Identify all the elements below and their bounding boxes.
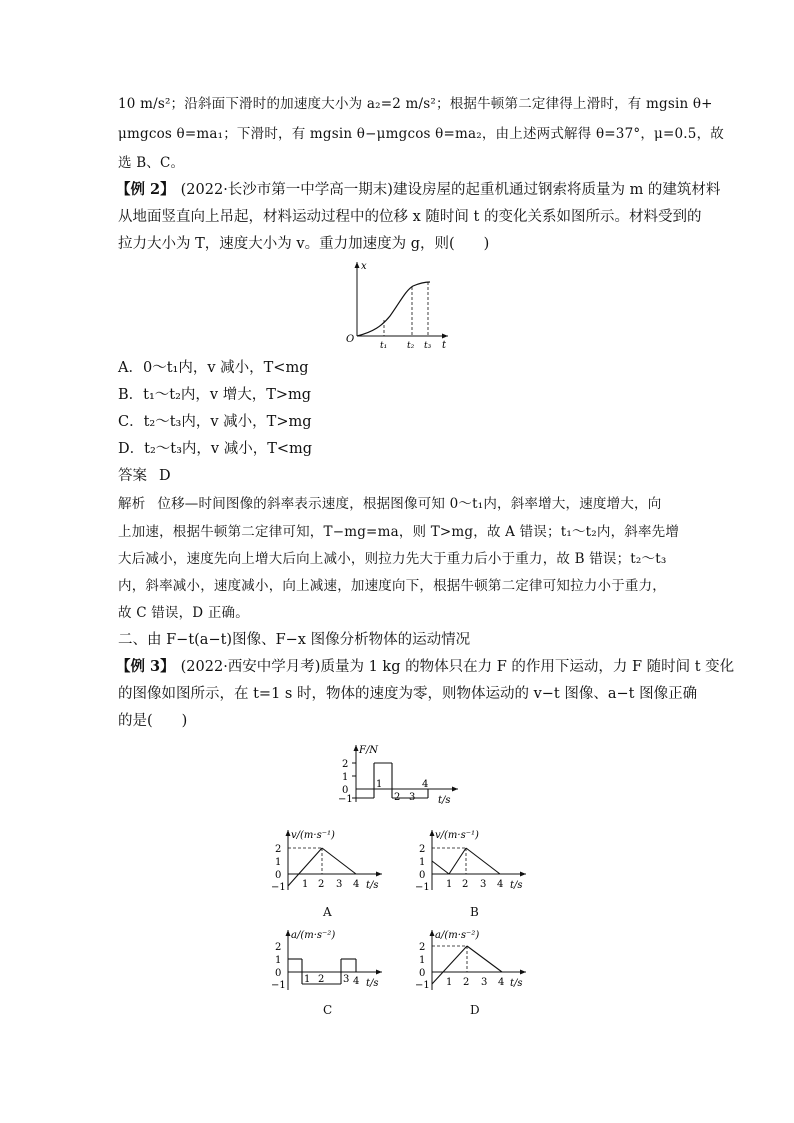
a-ylabel-1: 1 [275, 857, 282, 868]
a-y-axis-arrow [286, 830, 291, 836]
example-2-line-1 [116, 180, 720, 200]
b-x-label: t/s [510, 880, 523, 891]
d-y-label: a/(m·s⁻²) [435, 930, 480, 941]
example-2-tag: 【例 2】 [116, 181, 175, 198]
t-axis-label: t [442, 340, 447, 350]
analysis-line-2: 上加速，根据牛顿第二定律可知，T−mg=ma，则 T>mg，故 A 错误；t₁～t₂内，斜率先增 [118, 524, 680, 540]
analysis-label: 解析 [118, 496, 146, 512]
x-axis-label: x [361, 261, 367, 272]
b-xlabel-1: 1 [446, 879, 453, 890]
tick-t2: t₂ [407, 341, 415, 350]
a-y-label: v/(m·s⁻¹) [291, 830, 335, 841]
ft-xlabel-1: 1 [376, 779, 383, 790]
b-ylabel-2: 2 [419, 844, 426, 855]
option-a: A．0～t₁内，v 减小，T<mg [118, 360, 309, 376]
caption-d: D [470, 1003, 480, 1017]
d-fall-line [467, 946, 502, 972]
caption-a: A [323, 905, 332, 919]
ft-ylabel-0: 0 [342, 785, 349, 796]
c-y-label: a/(m·s⁻²) [291, 930, 336, 941]
choice-graph-c [270, 926, 386, 998]
c-y-axis-arrow [286, 930, 291, 936]
a-xlabel-4: 4 [353, 879, 360, 890]
a-t-axis-arrow [376, 872, 382, 877]
text-line-2: μmgcos θ=ma₁；下滑时，有 mgsin θ−μmgcos θ=ma₂，由上述两式解得 θ=37°，μ=0.5，故 [118, 126, 724, 142]
option-b: B．t₁～t₂内，v 增大，T>mg [118, 387, 312, 403]
ft-xlabel-3: 3 [409, 792, 416, 803]
d-xlabel-2: 2 [463, 977, 470, 988]
b-first-fall [432, 861, 449, 874]
analysis-line-4: 内，斜率减小，速度减小，向上减速，加速度向下，根据牛顿第二定律可知拉力小于重力， [118, 578, 666, 594]
c-xlabel-1: 1 [304, 974, 311, 985]
answer-label: 答案 [118, 468, 147, 484]
example-2-line-2: 从地面竖直向上吊起，材料运动过程中的位移 x 随时间 t 的变化关系如图所示。材料受到的 [118, 209, 702, 225]
a-ylabel-m1: −1 [271, 882, 286, 893]
b-t-axis-arrow [520, 872, 526, 877]
d-xlabel-4: 4 [498, 977, 505, 988]
ft-y-label: F/N [359, 745, 379, 756]
c-ylabel-1: 1 [275, 955, 282, 966]
analysis-line-3: 大后减小，速度先向上增大后向上减小，则拉力先大于重力后小于重力，故 B 错误；t₂～t₃ [118, 551, 667, 567]
option-d: D．t₂～t₃内，v 减小，T<mg [118, 441, 313, 457]
a-ylabel-0: 0 [275, 870, 282, 881]
analysis-line-5: 故 C 错误，D 正确。 [118, 605, 249, 621]
b-xlabel-3: 3 [480, 879, 487, 890]
figure-f-t-graph [336, 742, 462, 808]
c-ylabel-0: 0 [275, 968, 282, 979]
caption-c: C [323, 1003, 333, 1017]
b-ylabel-1: 1 [419, 857, 426, 868]
example-3-tag: 【例 3】 [116, 658, 175, 675]
section-2-heading: 二、由 F−t(a−t)图像、F−x 图像分析物体的运动情况 [118, 632, 471, 648]
b-y-label: v/(m·s⁻¹) [435, 830, 479, 841]
x-axis-arrow [355, 262, 360, 268]
displacement-curve [357, 282, 430, 336]
example-3-line-3: 的是( ) [118, 713, 188, 729]
analysis-text-1: 位移—时间图像的斜率表示速度，根据图像可知 0～t₁内，斜率增大，速度增大，向 [157, 496, 662, 512]
d-x-label: t/s [510, 978, 523, 989]
analysis-line-1 [118, 494, 661, 514]
b-y-axis-arrow [430, 830, 435, 836]
tick-t1: t₁ [380, 341, 388, 350]
ft-ylabel-1: 1 [342, 772, 349, 783]
ft-xlabel-2: 2 [394, 792, 401, 803]
b-xlabel-4: 4 [497, 879, 504, 890]
b-xlabel-2: 2 [462, 879, 469, 890]
figure-x-t-graph [340, 258, 452, 350]
b-second-fall [466, 848, 500, 874]
a-xlabel-1: 1 [302, 879, 309, 890]
d-ylabel-0: 0 [419, 968, 426, 979]
b-rise [449, 848, 466, 874]
d-xlabel-3: 3 [481, 977, 488, 988]
c-t-axis-arrow [376, 970, 382, 975]
example-2-line-3: 拉力大小为 T，速度大小为 v。重力加速度为 g，则( ) [118, 236, 490, 252]
d-ylabel-m1: −1 [415, 980, 430, 991]
option-c: C．t₂～t₃内，v 减小，T>mg [118, 414, 312, 430]
c-ylabel-2: 2 [275, 942, 282, 953]
a-x-label: t/s [366, 880, 379, 891]
answer-value: D [159, 468, 171, 484]
ft-f-axis-arrow [354, 745, 359, 751]
ft-xlabel-4: 4 [422, 779, 429, 790]
d-ylabel-2: 2 [419, 942, 426, 953]
c-x-label: t/s [366, 978, 379, 989]
a-xlabel-2: 2 [318, 879, 325, 890]
d-t-axis-arrow [520, 970, 526, 975]
origin-label: O [346, 334, 355, 345]
ft-x-label: t/s [438, 795, 451, 806]
example-2-text-1: (2022·长沙市第一中学高一期末)建设房屋的起重机通过钢索将质量为 m 的建筑材料 [180, 182, 721, 198]
example-3-line-1 [116, 657, 734, 677]
b-ylabel-0: 0 [419, 870, 426, 881]
text-line-3: 选 B、C。 [118, 155, 185, 171]
choice-graph-d [414, 926, 530, 998]
example-3-line-2: 的图像如图所示，在 t=1 s 时，物体的速度为零，则物体运动的 v−t 图像、a−t 图像正确 [118, 686, 698, 702]
c-xlabel-4: 4 [353, 976, 360, 987]
a-fall-line [322, 848, 356, 874]
b-ylabel-m1: −1 [415, 882, 430, 893]
d-xlabel-1: 1 [446, 977, 453, 988]
answer-line [118, 466, 171, 486]
text-line-1: 10 m/s²；沿斜面下滑时的加速度大小为 a₂=2 m/s²；根据牛顿第二定律得上滑时，有 mgsin θ+ [118, 96, 713, 112]
ft-ylabel-m1: −1 [338, 794, 353, 805]
t-axis-arrow [442, 334, 448, 339]
c-xlabel-2: 2 [318, 974, 325, 985]
ft-ylabel-2: 2 [342, 759, 349, 770]
example-3-text-1: (2022·西安中学月考)质量为 1 kg 的物体只在力 F 的作用下运动，力 F 随时间 t 变化 [180, 659, 735, 675]
caption-b: B [470, 905, 479, 919]
c-xlabel-3: 3 [343, 974, 350, 985]
d-y-axis-arrow [430, 930, 435, 936]
choice-graph-b [414, 826, 530, 898]
c-ylabel-m1: −1 [271, 980, 286, 991]
a-xlabel-3: 3 [336, 879, 343, 890]
d-ylabel-1: 1 [419, 955, 426, 966]
tick-t3: t₃ [424, 341, 432, 350]
choice-graph-a [270, 826, 386, 898]
ft-t-axis-arrow [452, 787, 458, 792]
a-ylabel-2: 2 [275, 844, 282, 855]
